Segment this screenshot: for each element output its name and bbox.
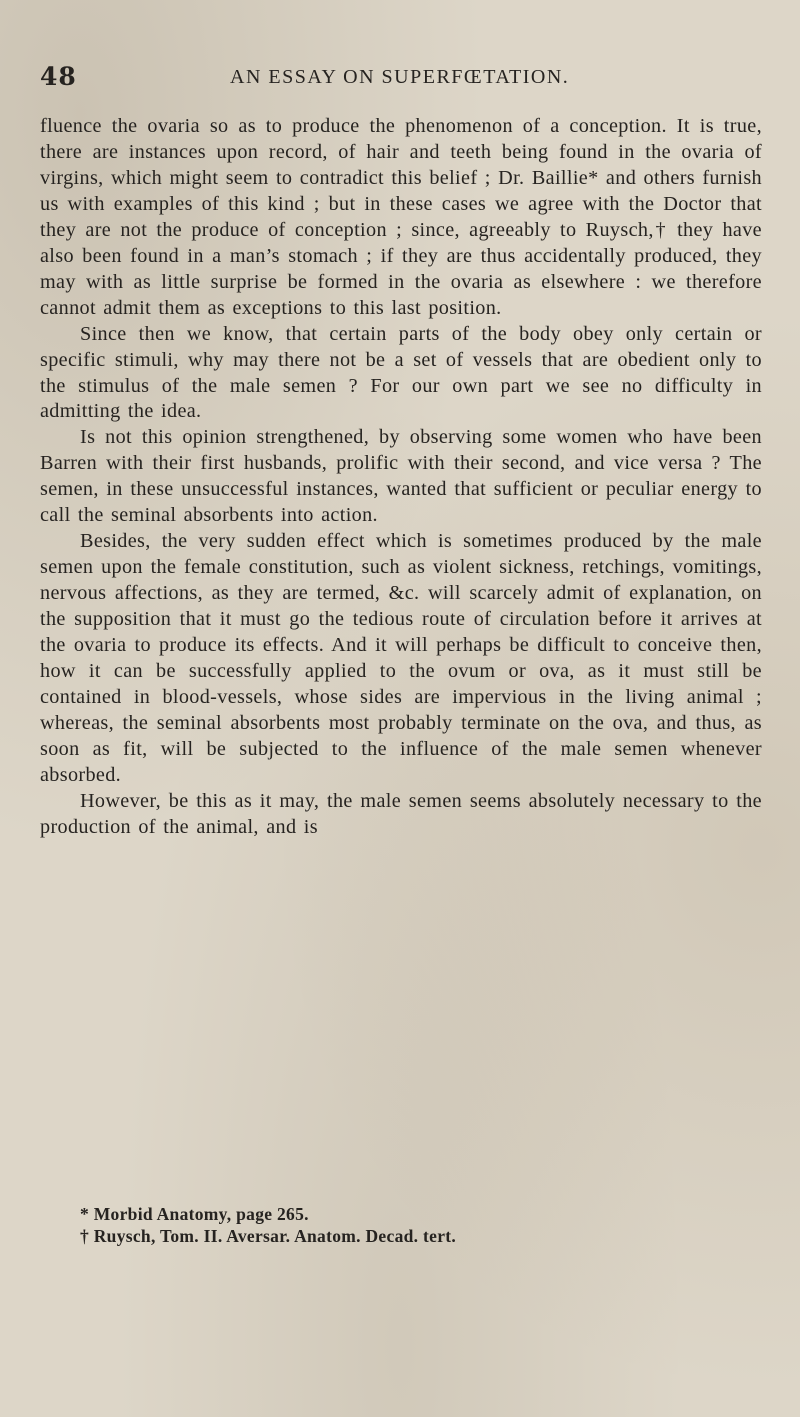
body-text	[40, 114, 762, 841]
footnote: * Morbid Anatomy, page 265.	[80, 1204, 309, 1224]
footnote: † Ruysch, Tom. II. Aversar. Anatom. Decad. tert.	[80, 1226, 457, 1246]
paragraph-continued: fluence the ovaria so as to produce the phenomenon of a conception. It is true, there are instances upon record, of hair and teeth being found in the ovaria of virgins, which might seem to contradict this belief ; Dr. Baillie* and others furnish us with examples of this kind ; but in these cases we agree with the Doctor that they are not the produce of conception ; since, agreeably to Ruysch,† they have also been found in a man’s stomach ; if they are thus accidentally produced, they may with as little surprise be formed in the ovaria as elsewhere : we therefore cannot admit them as exceptions to this last position.	[40, 115, 763, 319]
paragraph: Is not this opinion strengthened, by observing some women who have been Barren with their first husbands, prolific with their second, and vice versa ? The semen, in these unsuccessful instances, wanted that sufficient or peculiar energy to call the seminal absorbents into action.	[40, 426, 762, 527]
running-head	[40, 62, 760, 98]
paragraph: Since then we know, that certain parts of the body obey only certain or specific stimuli, why may there not be a set of vessels that are obedient only to the stimulus of the male semen ? For our own part we see no difficulty in admitting the idea.	[40, 322, 762, 423]
paragraph: However, be this as it may, the male semen seems absolutely necessary to the production of the animal, and is	[40, 789, 762, 838]
footnotes	[40, 1203, 740, 1247]
page-number: 48	[40, 62, 77, 91]
running-title: AN ESSAY ON SUPERFŒTATION.	[230, 66, 570, 88]
paragraph: Besides, the very sudden effect which is sometimes produced by the male semen upon the female constitution, such as violent sickness, retchings, vomitings, nervous affections, as they are termed, &c. will scarcely admit of explanation, on the supposition that it must go the tedious route of circulation before it arrives at the ovaria to produce its effects. And it will perhaps be difficult to conceive then, how it can be successfully applied to the ovum or ova, as it must still be contained in blood-vessels, whose sides are impervious in the living animal ; whereas, the seminal absorbents most probably terminate on the ova, and thus, as soon as fit, will be subjected to the influence of the male semen whenever absorbed.	[40, 530, 762, 786]
